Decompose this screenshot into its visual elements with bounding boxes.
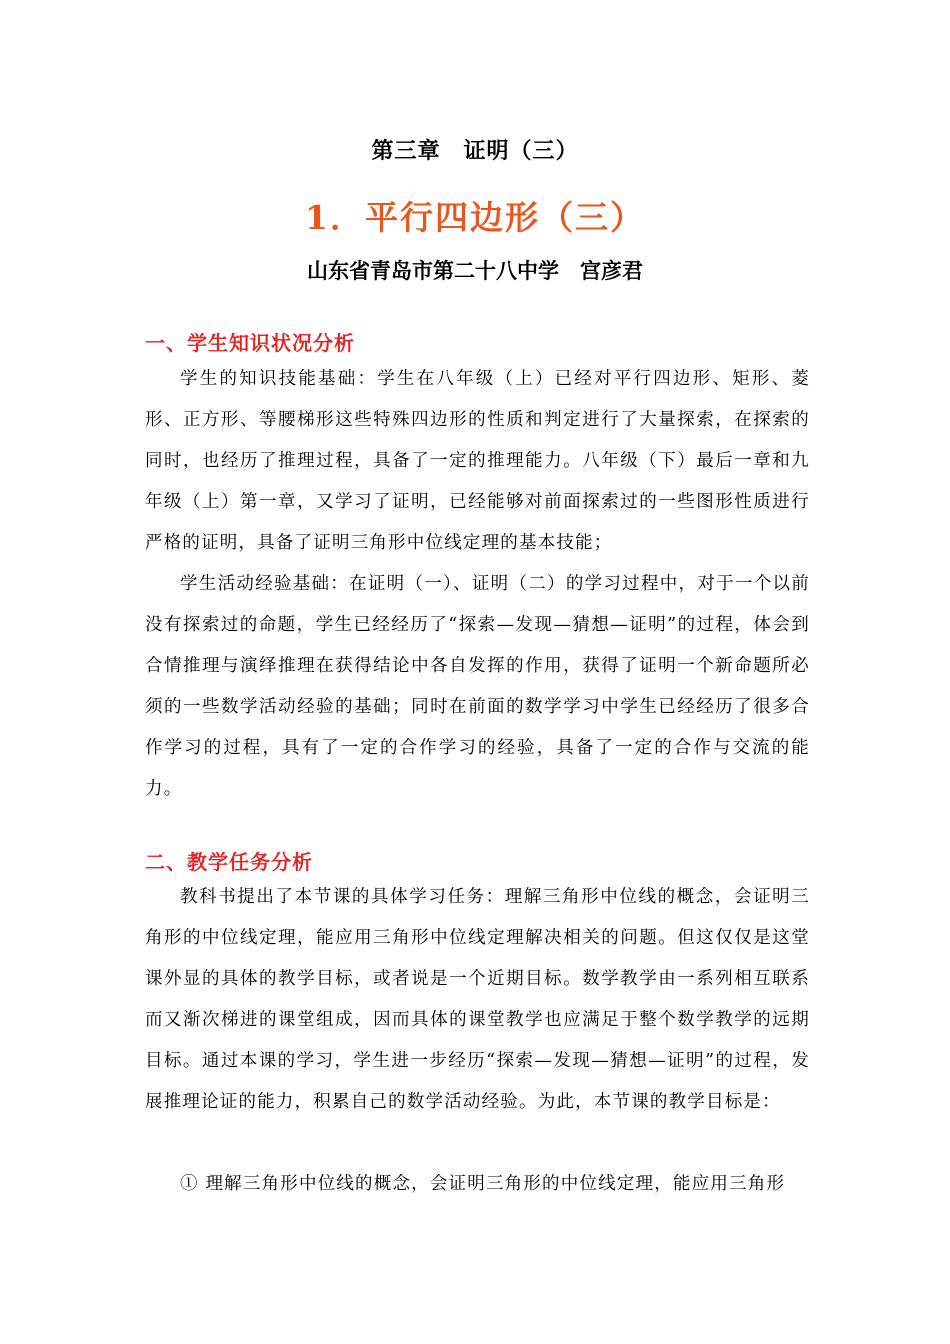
paragraph: 教科书提出了本节课的具体学习任务：理解三角形中位线的概念，会证明三角形的中位线定理，能应用三角形中位线定理解决相关的问题。但这仅仅是这堂课外显的具体的教学目标，或者说是一个近期目标。数学教学由一系列相互联系而又渐次梯进的课堂组成，因而具体的课堂教学也应满足于整个数学教学的远期目标。通过本课的学习，学生进一步经历“探索—发现—猜想—证明”的过程，发展推理论证的能力，积累自己的数学活动经验。为此，本节课的教学目标是： <box>145 887 810 1112</box>
paragraph: ① 理解三角形中位线的概念，会证明三角形的中位线定理，能应用三角形 <box>180 1174 786 1194</box>
section-heading-1: 一、学生知识状况分析 <box>145 331 355 355</box>
lesson-title: 1．平行四边形（三） <box>305 198 645 237</box>
author-line: 山东省青岛市第二十八中学 宫彦君 <box>307 258 643 283</box>
chapter-title: 第三章 证明（三） <box>371 138 579 164</box>
paragraph: 学生的知识技能基础：学生在八年级（上）已经对平行四边形、矩形、菱形、正方形、等腰梯形这些特殊四边形的性质和判定进行了大量探索，在探索的同时，也经历了推理过程，具备了一定的推理能力。八年级（下）最后一章和九年级（上）第一章，又学习了证明，已经能够对前面探索过的一些图形性质进行严格的证明，具备了证明三角形中位线定理的基本技能； <box>145 369 810 553</box>
paragraph: 学生活动经验基础：在证明（一）、证明（二）的学习过程中，对于一个以前没有探索过的命题，学生已经经历了“探索—发现—猜想—证明”的过程，体会到合情推理与演绎推理在获得结论中各自发挥的作用，获得了证明一个新命题所必须的一些数学活动经验的基础；同时在前面的数学学习中学生已经经历了很多合作学习的过程，具有了一定的合作学习的经验，具备了一定的合作与交流的能力。 <box>145 574 810 799</box>
section-heading-2: 二、教学任务分析 <box>145 850 313 874</box>
